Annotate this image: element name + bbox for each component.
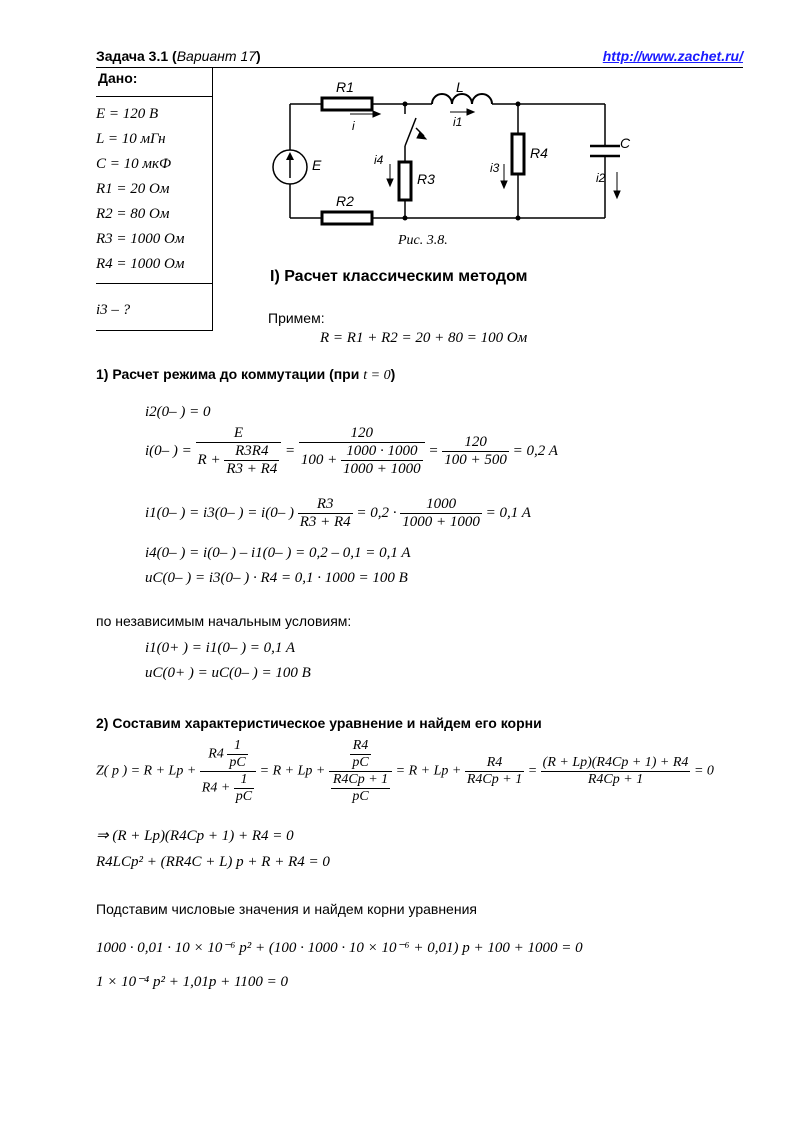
eq-i-frac1-sub-num: R3R4	[224, 443, 279, 461]
eq-i-frac2-den: 100 +	[300, 451, 338, 468]
eq-i1-frac1-num: R3	[298, 496, 353, 514]
task-label: Задача 3.1 (	[96, 48, 177, 64]
eq-r-total: R = R1 + R2 = 20 + 80 = 100 Ом	[320, 330, 528, 346]
given-separator-top	[96, 96, 212, 97]
eq-z-frac3-num: R4	[465, 755, 524, 772]
given-find: i3 – ?	[96, 302, 131, 318]
eq-i1-frac1	[298, 496, 353, 531]
eq-z-frac2-den	[331, 772, 390, 805]
header-task	[96, 48, 261, 64]
substitute-label: Подставим числовые значения и найдем корни уравнения	[96, 901, 477, 917]
resistor-r2	[322, 212, 372, 224]
eq-z: Z( p ) = R + Lp + R4 $\frac{1}{pC}$ R4 + $\frac{1}{pC}$ = R + Lp + $\frac{\frac{R4}{pC}}{\frac{R4Cp + 1}{pC}}$ = R + Lp + $\frac{R4}{R4Cp + 1}$ = $\frac{(R + Lp)(R4Cp + 1) + R4}{R4Cp + 1}$ = 0	[96, 738, 714, 804]
given-line-r1: R1 = 20 Ом	[96, 181, 170, 197]
label-l: L	[456, 79, 464, 95]
resistor-r1	[322, 98, 372, 110]
method-title: I) Расчет классическим методом	[270, 268, 528, 285]
eq-i1-frac2-num: 1000	[400, 496, 482, 514]
eq-numeric-1: 1000 · 0,01 · 10 × 10⁻⁶ p² + (100 · 1000 · 10 × 10⁻⁶ + 0,01) p + 100 + 1000 = 0	[96, 940, 583, 956]
given-line-l: L = 10 мГн	[96, 131, 166, 147]
eq-z-frac3-den: R4Cp + 1	[466, 772, 523, 787]
eq-z-frac1-den-b-num: 1	[234, 772, 254, 789]
eq-i-frac2	[299, 425, 425, 478]
given-line-r4: R4 = 1000 Ом	[96, 256, 185, 272]
circuit-diagram	[260, 78, 640, 253]
eq-z-frac4	[541, 755, 691, 788]
eq-z-frac2	[329, 738, 392, 805]
eq-i4-initial: i4(0– ) = i(0– ) – i1(0– ) = 0,2 – 0,1 = 0,1 A	[145, 545, 411, 561]
eq-i-frac1	[196, 425, 282, 478]
eq-z-frac2-num-den: pC	[352, 755, 369, 770]
eq-i1-mid: = 0,2 ·	[356, 504, 397, 521]
eq-i-frac2-sub-den: 1000 + 1000	[343, 461, 421, 477]
given-box	[96, 68, 213, 331]
label-r1: R1	[336, 79, 354, 95]
eq-z-frac1-num-a: R4	[208, 746, 224, 762]
eq-poly: R4LCp² + (RR4C + L) p + R + R4 = 0	[96, 854, 330, 870]
eq-i-frac1-den: R +	[197, 451, 221, 468]
given-line-c: C = 10 мкФ	[96, 156, 172, 172]
resistor-r4	[512, 134, 524, 174]
eq-i1-lhs: i1(0– ) = i3(0– ) = i(0– )	[145, 504, 294, 521]
given-line-r2: R2 = 80 Ом	[96, 206, 170, 222]
label-c: C	[620, 135, 631, 151]
eq-i-frac3-num: 120	[442, 434, 509, 452]
given-title: Дано:	[98, 70, 138, 86]
task-close: )	[256, 48, 261, 64]
given-line-e: E = 120 В	[96, 106, 159, 122]
eq-i-frac1-sub-den: R3 + R4	[226, 461, 278, 477]
eq-z-frac3	[465, 755, 524, 788]
eq-z-frac4-num: (R + Lp)(R4Cp + 1) + R4	[542, 755, 689, 770]
section1-title-text: 1) Расчет режима до коммутации (при	[96, 366, 364, 382]
eq-i-initial: i(0– ) = E R + $\frac{R3R4}{R3 + R4}$ = 120 100 + $\frac{1000 \cdot 1000}{1000 + 1000}$ = $\frac{120}{100 + 500}$ = 0,2 A	[145, 425, 558, 477]
eq-i1-frac2-den: 1000 + 1000	[402, 514, 480, 530]
eq-z-frac1-num-b-den: pC	[229, 755, 246, 770]
eq-z-frac2-num	[350, 738, 370, 771]
assume-label: Примем:	[268, 310, 325, 326]
eq-z-frac2-num-num: R4	[350, 738, 370, 755]
label-i3: i3	[490, 161, 500, 175]
figure-caption: Рис. 3.8.	[398, 233, 448, 248]
resistor-r3	[399, 162, 411, 200]
eq-i1-frac2	[400, 496, 482, 531]
eq-z-frac1	[200, 738, 256, 805]
label-e: E	[312, 157, 322, 173]
eq-i-lhs: i(0– ) =	[145, 442, 192, 459]
header-url-link[interactable]: http://www.zachet.ru/	[602, 48, 743, 64]
label-i2: i2	[596, 171, 606, 185]
eq-z-mid1: = R + Lp +	[259, 763, 326, 779]
eq-i-frac2-num: 120	[299, 425, 425, 443]
eq-z-frac1-num-b	[227, 738, 247, 771]
eq-i-result: = 0,2 A	[512, 442, 558, 459]
label-i1: i1	[453, 115, 463, 129]
eq-uc-plus: uC(0+ ) = uC(0– ) = 100 В	[145, 665, 311, 681]
initial-conditions-label: по независимым начальным условиям:	[96, 613, 352, 629]
given-line-r3: R3 = 1000 Ом	[96, 231, 185, 247]
eq-i-frac3-den: 100 + 500	[444, 452, 507, 468]
eq-implies: ⇒ (R + Lp)(R4Cp + 1) + R4 = 0	[96, 828, 294, 844]
eq-z-frac1-den-b-den: pC	[235, 789, 253, 804]
eq-uc-initial: uC(0– ) = i3(0– ) · R4 = 0,1 · 1000 = 100 В	[145, 570, 408, 586]
eq-i1-plus: i1(0+ ) = i1(0– ) = 0,1 A	[145, 640, 296, 656]
eq-z-frac2-den-num: R4Cp + 1	[332, 772, 389, 787]
eq-z-frac4-den: R4Cp + 1	[587, 772, 644, 787]
eq-z-end: = 0	[693, 763, 714, 779]
eq-i-frac3	[442, 434, 509, 469]
eq-numeric-2: 1 × 10⁻⁴ p² + 1,01p + 1100 = 0	[96, 974, 289, 990]
label-r3: R3	[417, 171, 435, 187]
eq-z-frac2-den-den: pC	[352, 789, 369, 804]
eq-i-frac1-sub	[224, 443, 279, 478]
section1-t: t = 0	[363, 368, 391, 383]
eq-i1-frac1-den: R3 + R4	[299, 514, 351, 530]
eq-i1-result: = 0,1 A	[485, 504, 531, 521]
label-r2: R2	[336, 193, 354, 209]
variant-label: Вариант 17	[176, 48, 257, 64]
section1-title	[96, 366, 395, 384]
eq-i-frac2-sub	[341, 443, 423, 478]
eq-z-mid2: = R + Lp +	[395, 763, 462, 779]
eq-i-frac1-num: E	[196, 425, 282, 443]
eq-i-frac2-sub-num: 1000 · 1000	[341, 443, 423, 461]
section2-title: 2) Составим характеристическое уравнение и найдем его корни	[96, 715, 542, 731]
eq-i2-initial: i2(0– ) = 0	[145, 404, 211, 420]
section1-title-close: )	[390, 366, 396, 382]
eq-z-lhs: Z( p ) = R + Lp +	[96, 763, 197, 779]
eq-i1-initial	[145, 496, 531, 531]
label-i: i	[352, 119, 355, 133]
given-separator-bottom	[96, 283, 212, 284]
label-r4: R4	[530, 145, 548, 161]
eq-z-frac1-den-b	[234, 772, 254, 805]
eq-z-frac1-den-a: R4 +	[201, 780, 231, 796]
eq-z-frac1-num-b-num: 1	[227, 738, 247, 755]
label-i4: i4	[374, 153, 384, 167]
